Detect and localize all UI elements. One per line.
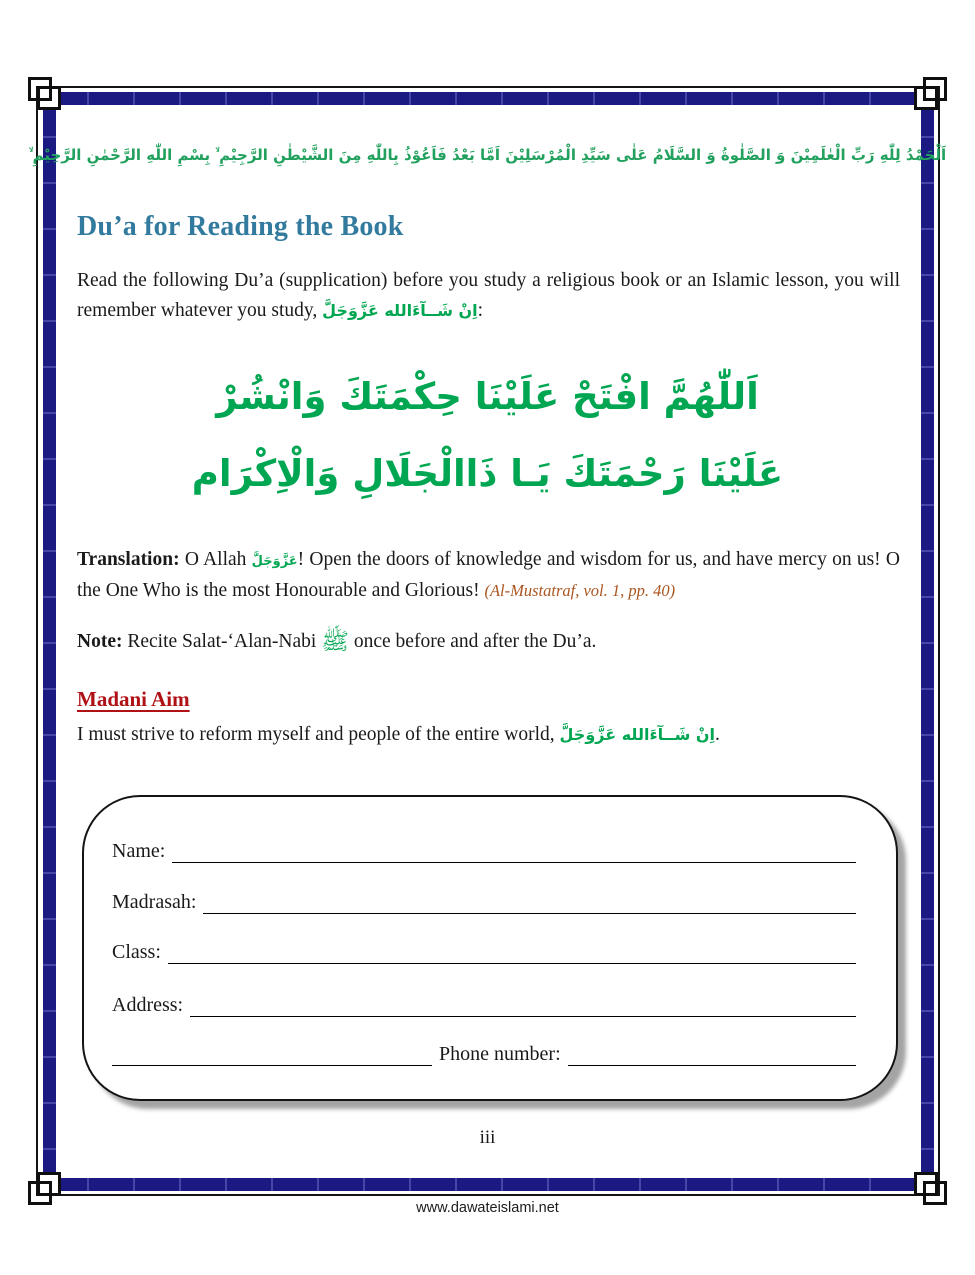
- frame-band-bottom: [43, 1178, 934, 1191]
- translation-text-pre: O Allah: [179, 549, 252, 570]
- note-paragraph: [77, 627, 596, 661]
- note-text-pre: Recite Salat-‘Alan-Nabi: [122, 631, 322, 652]
- madrasah-row: [112, 888, 856, 914]
- frame-band-left: [43, 92, 56, 1191]
- hamd-opening-arabic: اَلْحَمْدُ لِلّٰهِ رَبِّ الْعٰلَمِيْنَ وَ الصَّلٰوةُ وَ السَّلَامُ عَلٰى سَيِّدِ الْمُرْسَلِيْنَ اَمَّا بَعْدُ فَاَعُوْذُ بِاللّٰهِ مِنَ الشَّيْطٰنِ الرَّجِيْمِ ۙ بِسْمِ اللّٰهِ الرَّحْمٰنِ الرَّحِيْمِ ۙ: [28, 146, 947, 164]
- name-label: Name:: [112, 840, 166, 862]
- translation-text-post: ! Open the doors of knowledge and wisdom for us, and have mercy on us! O the One Who is the most Honourable and Glorious!: [77, 549, 900, 601]
- intro-colon: :: [477, 300, 484, 321]
- page-number: iii: [479, 1127, 496, 1148]
- phone-row: [112, 1040, 856, 1066]
- address-continuation-line: [112, 1040, 432, 1066]
- madrasah-label: Madrasah:: [112, 891, 197, 913]
- intro-text: Read the following Du’a (supplication) before you study a religious book or an Islamic lesson, you will remember whatever you study,: [77, 270, 900, 321]
- page-title: Du’a for Reading the Book: [77, 211, 404, 242]
- corner-square-icon: [28, 77, 52, 101]
- translation-paragraph: [77, 545, 900, 605]
- address-row: [112, 991, 856, 1017]
- name-write-line: [172, 837, 856, 863]
- corner-square-icon: [923, 77, 947, 101]
- owner-details-form: [82, 795, 898, 1101]
- address-label: Address:: [112, 994, 184, 1016]
- sallallahu-alayhi-wasallam-icon: ﷺ: [321, 629, 349, 655]
- name-row: [112, 837, 856, 863]
- class-label: Class:: [112, 941, 161, 963]
- class-row: [112, 938, 856, 964]
- frame-band-top: [43, 92, 934, 105]
- phone-label: Phone number:: [439, 1043, 561, 1065]
- madani-aim-heading: Madani Aim: [77, 687, 190, 711]
- address-write-line: [190, 991, 856, 1017]
- citation-reference: (Al-Mustatraf, vol. 1, pp. 40): [484, 581, 676, 600]
- intro-paragraph: [77, 266, 900, 326]
- madani-aim-paragraph: [77, 724, 720, 746]
- footer-website-url: www.dawateislami.net: [416, 1200, 559, 1216]
- dua-arabic-text: [0, 358, 975, 512]
- note-text-post: once before and after the Du’a.: [349, 631, 597, 652]
- dua-line-1: اَللّٰهُمَّ افْتَحْ عَلَيْنَا حِكْمَتَكَ وَانْشُرْ: [216, 375, 759, 418]
- aim-text-post: .: [715, 724, 720, 745]
- dua-line-2: عَلَيْنَا رَحْمَتَكَ يَـا ذَاالْجَلَالِ وَالْاِكْرَام: [191, 452, 784, 495]
- inshallah-arabic: اِنْ شَــآءَالله عَزَّوَجَلَّ: [322, 301, 478, 320]
- inshallah-arabic: اِنْ شَــآءَالله عَزَّوَجَلَّ: [559, 725, 716, 744]
- madrasah-write-line: [203, 888, 856, 914]
- azzawajal-arabic: عَزَّوَجَلَّ: [251, 554, 298, 569]
- translation-label: Translation:: [77, 549, 180, 570]
- phone-write-line: [568, 1040, 856, 1066]
- frame-band-right: [921, 92, 934, 1191]
- note-label: Note:: [77, 631, 123, 652]
- class-write-line: [168, 938, 856, 964]
- aim-text-pre: I must strive to reform myself and people of the entire world,: [77, 724, 560, 745]
